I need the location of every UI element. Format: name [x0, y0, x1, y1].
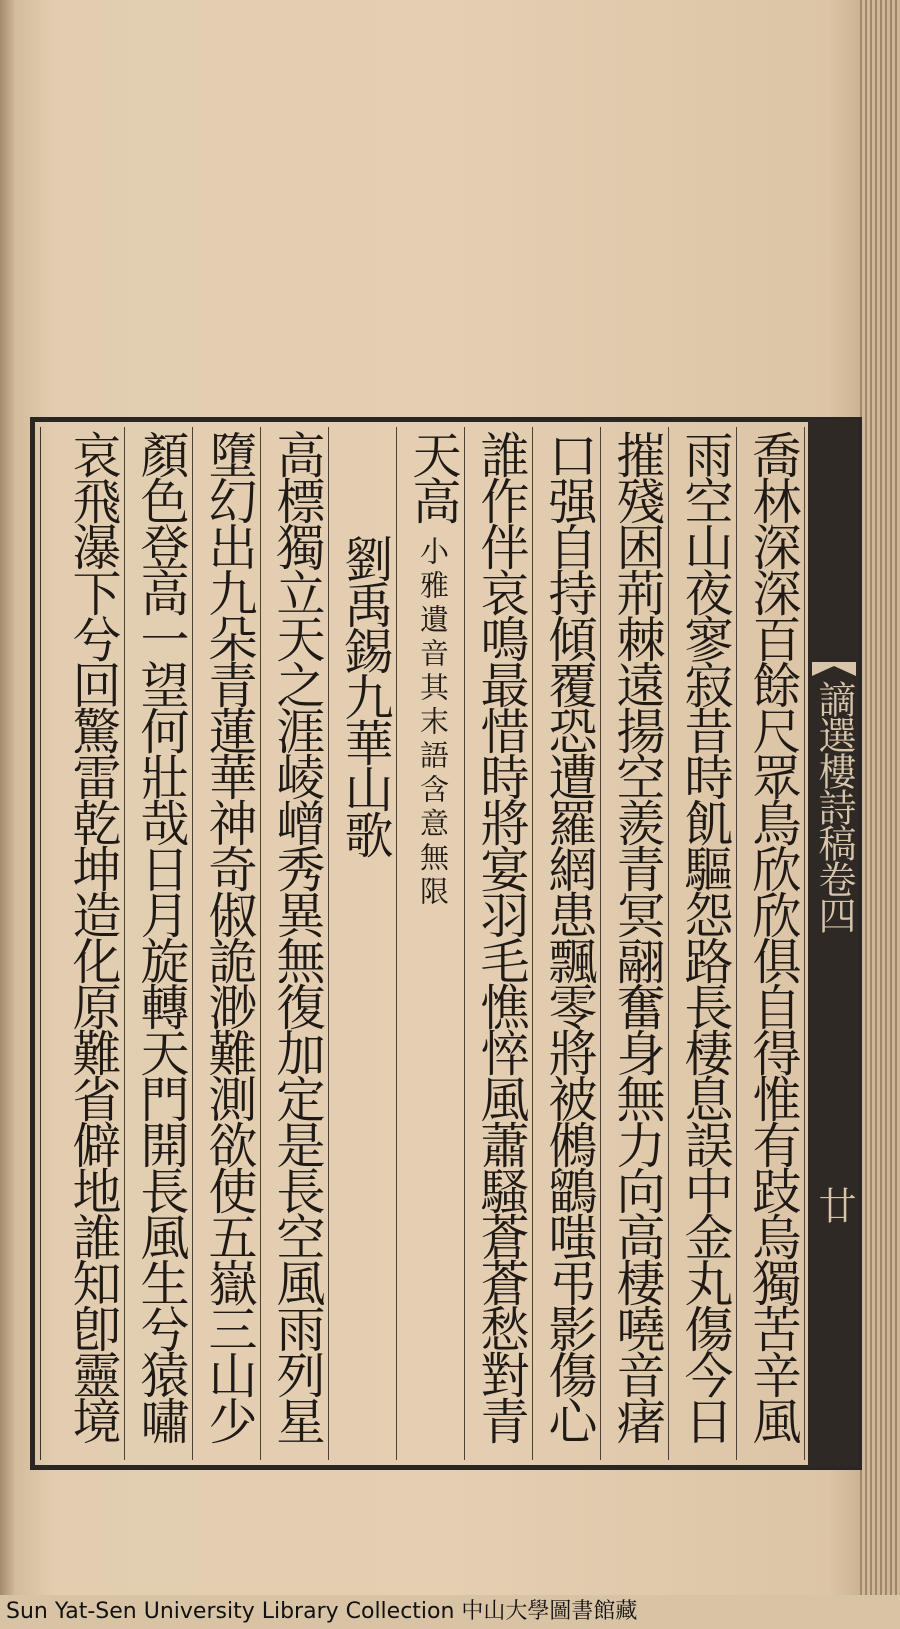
commentary-note: 小雅遺音其末語含意無限: [416, 536, 450, 910]
text-column-9: 墮幻出九朵青蓮華神奇俶詭渺難測欲使五嶽三山少: [201, 430, 258, 1442]
page-fore-edge: [860, 0, 900, 1595]
text-column-6: [402, 430, 464, 1450]
column-rule: [668, 427, 669, 1460]
page-gutter: [0, 0, 14, 1595]
column-rule: [260, 427, 261, 1460]
text-column-10: 顏色登高一望何壯哉日月旋轉天門開長風生兮猿嘯: [133, 430, 190, 1442]
poem-title: 劉禹錫九華山歌: [337, 534, 394, 856]
column-rule: [396, 427, 397, 1460]
column-rule: [804, 427, 805, 1460]
text-column-4: 口强自持傾覆恐遭羅網患飄零將被鵂鶹嗤弔影傷心: [541, 430, 598, 1442]
column-rule: [600, 427, 601, 1460]
text-column-3: 摧殘困荊棘遠揚空羨青冥翮奮身無力向高棲嘵音瘏: [609, 430, 666, 1442]
column-rule: [464, 427, 465, 1460]
column-rule: [192, 427, 193, 1460]
text-column-8: 高標獨立天之涯崚嶒秀異無復加定是長空風雨列星: [269, 430, 326, 1442]
text-column-1: 喬林深深百餘尺眾鳥欣欣俱自得惟有跂烏獨苦辛風: [745, 430, 802, 1442]
verse-end: 天高: [405, 430, 462, 522]
text-column-11: 哀飛瀑下兮回驚雷乾坤造化原難省僻地誰知卽靈境: [65, 430, 122, 1442]
text-column-5: 誰作伴哀鳴最惜時將宴羽毛憔悴風蕭騷蒼蒼愁對青: [473, 430, 530, 1442]
column-rule: [124, 427, 125, 1460]
column-rule: [328, 427, 329, 1460]
fishtail-mark: [812, 662, 856, 676]
collection-watermark: Sun Yat-Sen University Library Collection 中山大學圖書館藏: [0, 1595, 900, 1629]
column-rule: [532, 427, 533, 1460]
margin-title: 謫選樓詩稿卷四: [812, 680, 856, 1000]
column-rule: [736, 427, 737, 1460]
text-column-2: 雨空山夜寥寂昔時飢驅怨路長棲息誤中金丸傷今日: [677, 430, 734, 1442]
page-number: 廿: [814, 1165, 854, 1245]
